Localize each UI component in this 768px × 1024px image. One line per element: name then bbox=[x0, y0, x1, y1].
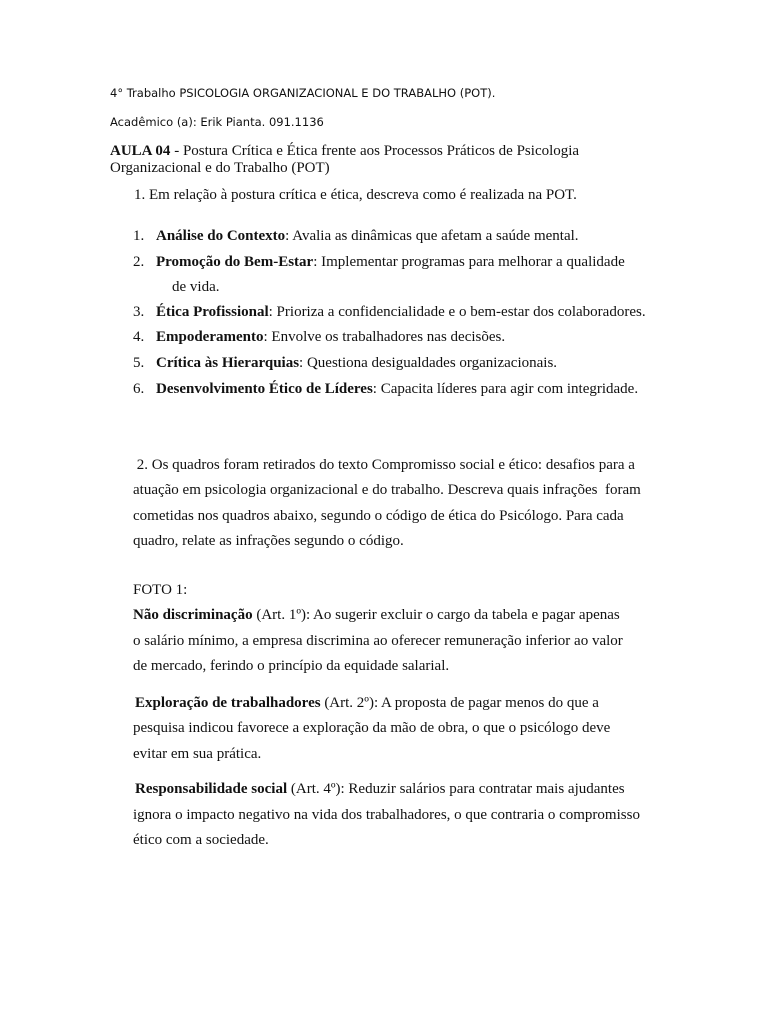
list-item-text: : Prioriza a confidencialidade e o bem-estar dos colaboradores. bbox=[268, 304, 646, 320]
foto-1-label: FOTO 1: bbox=[133, 582, 188, 598]
list-item-continuation: de vida. bbox=[172, 279, 220, 295]
list-item-term: Desenvolvimento Ético de Líderes bbox=[156, 381, 373, 397]
question-2-line3: cometidas nos quadros abaixo, segundo o código de ética do Psicólogo. Para cada bbox=[133, 508, 624, 524]
infraction-term: Responsabilidade social bbox=[135, 781, 288, 797]
list-number: 3. bbox=[133, 304, 145, 320]
aula-title-line1 bbox=[110, 143, 579, 160]
list-item bbox=[156, 355, 557, 372]
infraction-line1 bbox=[133, 607, 620, 624]
list-item bbox=[156, 228, 579, 245]
infraction-line3: de mercado, ferindo o princípio da equidade salarial. bbox=[133, 658, 450, 674]
aula-label: AULA 04 bbox=[110, 143, 171, 159]
question-2-line1: 2. Os quadros foram retirados do texto Compromisso social e ético: desafios para a bbox=[133, 457, 635, 473]
list-item-text: : Avalia as dinâmicas que afetam a saúde mental. bbox=[285, 228, 579, 244]
list-item bbox=[156, 304, 646, 321]
infraction-line3: evitar em sua prática. bbox=[133, 746, 262, 762]
list-number: 4. bbox=[133, 329, 145, 345]
infraction-term: Não discriminação bbox=[133, 607, 253, 623]
list-item bbox=[156, 381, 638, 398]
infraction-text: (Art. 2º): A proposta de pagar menos do que a bbox=[320, 695, 599, 711]
infraction-line1 bbox=[135, 781, 625, 798]
list-item-text: : Capacita líderes para agir com integridade. bbox=[372, 381, 639, 397]
infraction-line2: pesquisa indicou favorece a exploração da mão de obra, o que o psicólogo deve bbox=[133, 720, 611, 736]
list-number: 1. bbox=[133, 228, 145, 244]
list-item-term: Promoção do Bem-Estar bbox=[156, 254, 314, 270]
infraction-line1 bbox=[135, 695, 599, 712]
header-student: Acadêmico (a): Erik Pianta. 091.1136 bbox=[110, 115, 324, 129]
list-item bbox=[156, 329, 505, 346]
infraction-line3: ético com a sociedade. bbox=[133, 832, 269, 848]
aula-dash: - bbox=[170, 143, 183, 159]
list-item-term: Análise do Contexto bbox=[156, 228, 286, 244]
aula-title-text: Postura Crítica e Ética frente aos Processos Práticos de Psicologia bbox=[182, 143, 580, 159]
question-2-line4: quadro, relate as infrações segundo o código. bbox=[133, 533, 404, 549]
infraction-line2: o salário mínimo, a empresa discrimina ao oferecer remuneração inferior ao valor bbox=[133, 633, 623, 649]
question-1: 1. Em relação à postura crítica e ética, descreva como é realizada na POT. bbox=[134, 187, 577, 203]
list-item-term: Crítica às Hierarquias bbox=[156, 355, 300, 371]
list-item-text: : Questiona desigualdades organizacionais. bbox=[299, 355, 558, 371]
infraction-text: (Art. 4º): Reduzir salários para contratar mais ajudantes bbox=[287, 781, 625, 797]
list-number: 6. bbox=[133, 381, 145, 397]
list-number: 5. bbox=[133, 355, 145, 371]
question-2-line2: atuação em psicologia organizacional e do trabalho. Descreva quais infrações foram bbox=[133, 482, 641, 498]
infraction-term: Exploração de trabalhadores bbox=[135, 695, 321, 711]
header-title: 4° Trabalho PSICOLOGIA ORGANIZACIONAL E DO TRABALHO (POT). bbox=[110, 86, 496, 100]
infraction-text: (Art. 1º): Ao sugerir excluir o cargo da tabela e pagar apenas bbox=[252, 607, 620, 623]
list-item-term: Ética Profissional bbox=[156, 304, 269, 320]
list-item-term: Empoderamento bbox=[156, 329, 264, 345]
infraction-line2: ignora o impacto negativo na vida dos trabalhadores, o que contraria o compromisso bbox=[133, 807, 640, 823]
list-number: 2. bbox=[133, 254, 145, 270]
list-item-text: : Implementar programas para melhorar a qualidade bbox=[313, 254, 625, 270]
list-item bbox=[156, 254, 625, 271]
aula-title-line2: Organizacional e do Trabalho (POT) bbox=[110, 160, 330, 176]
list-item-text: : Envolve os trabalhadores nas decisões. bbox=[263, 329, 506, 345]
